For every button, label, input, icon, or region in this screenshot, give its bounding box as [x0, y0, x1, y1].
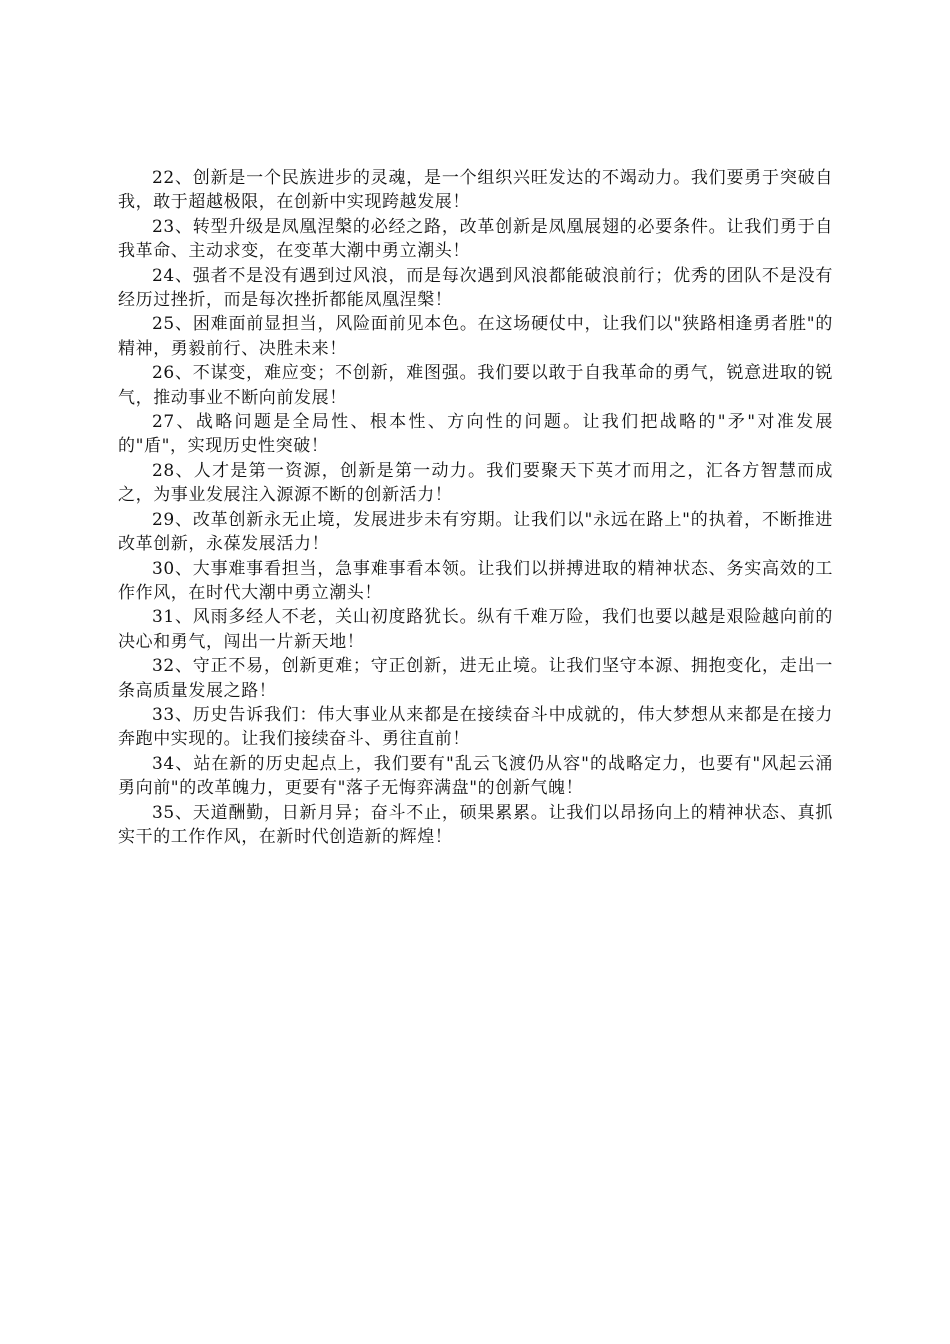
paragraph-26: 26、不谋变，难应变；不创新，难图强。我们要以敢于自我革命的勇气，锐意进取的锐气，推动事业不断向前发展！	[118, 363, 833, 408]
paragraph-22: 22、创新是一个民族进步的灵魂，是一个组织兴旺发达的不竭动力。我们要勇于突破自我，敢于超越极限，在创新中实现跨越发展！	[118, 168, 833, 213]
paragraph-23: 23、转型升级是凤凰涅槃的必经之路，改革创新是凤凰展翅的必要条件。让我们勇于自我革命、主动求变，在变革大潮中勇立潮头！	[118, 216, 833, 262]
paragraph-30: 30、大事难事看担当，急事难事看本领。让我们以拼搏进取的精神状态、务实高效的工作作风，在时代大潮中勇立潮头！	[118, 558, 833, 603]
paragraph-27: 27、战略问题是全局性、根本性、方向性的问题。让我们把战略的"矛"对准发展的"盾"，实现历史性突破！	[118, 412, 833, 457]
document-body	[118, 166, 833, 849]
paragraph-32: 32、守正不易，创新更难；守正创新，进无止境。让我们坚守本源、拥抱变化，走出一条高质量发展之路！	[118, 656, 833, 701]
paragraph-25: 25、困难面前显担当，风险面前见本色。在这场硬仗中，让我们以"狭路相逢勇者胜"的精神，勇毅前行、决胜未来！	[118, 314, 833, 359]
paragraph-24: 24、强者不是没有遇到过风浪，而是每次遇到风浪都能破浪前行；优秀的团队不是没有经历过挫折，而是每次挫折都能凤凰涅槃！	[118, 265, 833, 311]
paragraph-31: 31、风雨多经人不老，关山初度路犹长。纵有千难万险，我们也要以越是艰险越向前的决心和勇气，闯出一片新天地！	[118, 607, 833, 652]
paragraph-35: 35、天道酬勤，日新月异；奋斗不止，硕果累累。让我们以昂扬向上的精神状态、真抓实干的工作作风，在新时代创造新的辉煌！	[118, 802, 833, 847]
paragraph-29: 29、改革创新永无止境，发展进步未有穷期。让我们以"永远在路上"的执着，不断推进改革创新，永葆发展活力！	[118, 509, 833, 555]
paragraph-34: 34、站在新的历史起点上，我们要有"乱云飞渡仍从容"的战略定力，也要有"风起云涌勇向前"的改革魄力，更要有"落子无悔弈满盘"的创新气魄！	[118, 753, 833, 799]
paragraph-28: 28、人才是第一资源，创新是第一动力。我们要聚天下英才而用之，汇各方智慧而成之，为事业发展注入源源不断的创新活力！	[118, 460, 833, 506]
paragraph-33: 33、历史告诉我们：伟大事业从来都是在接续奋斗中成就的，伟大梦想从来都是在接力奔跑中实现的。让我们接续奋斗、勇往直前！	[118, 704, 833, 750]
